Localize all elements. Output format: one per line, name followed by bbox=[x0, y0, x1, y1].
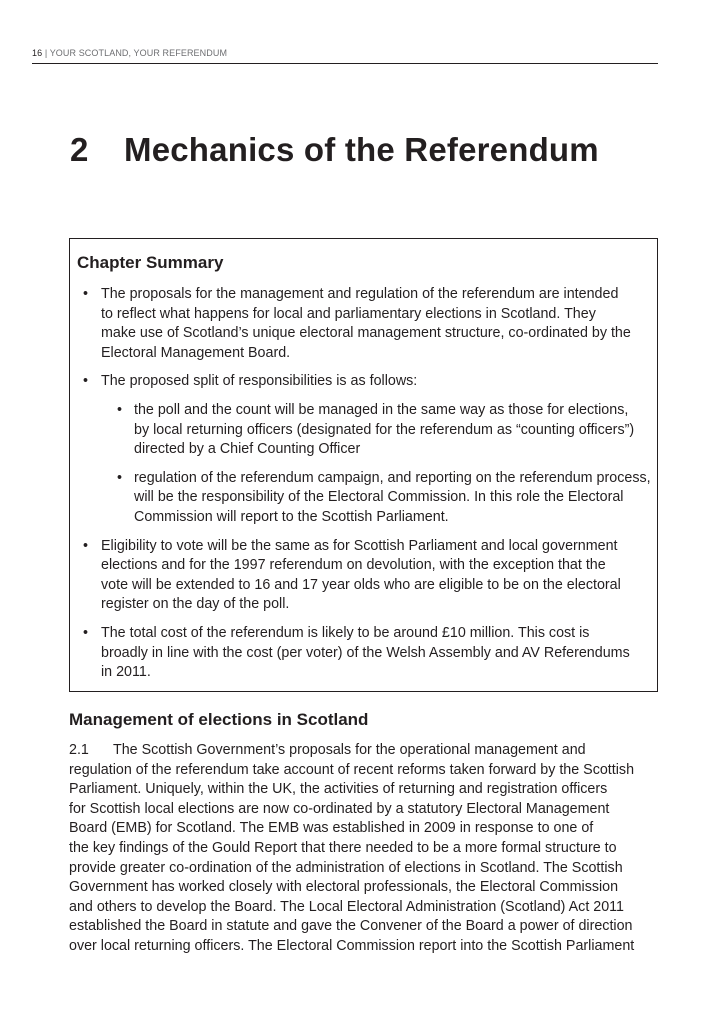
bullet-icon: • bbox=[83, 286, 89, 302]
summary-sub-bullet-item bbox=[101, 401, 657, 460]
text-line-content: regulation of the referendum take account of recent reforms taken forward by the Scottish bbox=[69, 761, 635, 778]
summary-bullet-item bbox=[70, 372, 657, 527]
text-line bbox=[69, 800, 634, 820]
chapter-number: 2 bbox=[70, 131, 89, 168]
section-heading: Management of elections in Scotland bbox=[69, 710, 369, 729]
text-line: register on the day of the poll. bbox=[101, 596, 290, 613]
running-title: YOUR SCOTLAND, YOUR REFERENDUM bbox=[49, 48, 228, 58]
text-line: broadly in line with the cost (per voter) of the Welsh Assembly and AV Referendums bbox=[101, 644, 630, 661]
text-line: elections and for the 1997 referendum on devolution, with the exception that the bbox=[101, 557, 606, 574]
bullet-icon: • bbox=[117, 469, 123, 486]
running-header bbox=[32, 48, 227, 58]
bullet-icon: • bbox=[83, 373, 89, 390]
text-line bbox=[69, 898, 634, 918]
text-line-content: Parliament. Uniquely, within the UK, the activities of returning and registration officers bbox=[69, 781, 608, 798]
text-line: Electoral Management Board. bbox=[101, 344, 291, 361]
text-line bbox=[69, 839, 634, 859]
text-line-content: The Scottish Government’s proposals for the operational management and bbox=[113, 742, 586, 758]
chapter-summary-box bbox=[69, 238, 658, 692]
text-line-content: Government has worked closely with electoral professionals, the Electoral Commission bbox=[69, 879, 619, 896]
text-line-content: and others to develop the Board. The Local Electoral Administration (Scotland) Act 2011 bbox=[69, 898, 625, 915]
summary-sub-bullet-item bbox=[101, 469, 657, 528]
header-separator: | bbox=[42, 48, 50, 58]
text-line-content: the key findings of the Gould Report that there needed to be a more formal structure to bbox=[69, 839, 617, 856]
text-line bbox=[69, 761, 634, 781]
paragraph-2-1 bbox=[69, 741, 634, 957]
text-line: the poll and the count will be managed in the same way as those for elections, bbox=[134, 401, 629, 418]
text-line-content: provide greater co-ordination of the administration of elections in Scotland. The Scottish bbox=[69, 859, 623, 876]
text-line: in 2011. bbox=[101, 664, 151, 681]
text-line bbox=[69, 780, 634, 800]
summary-bullet-item bbox=[70, 537, 657, 615]
text-line: will be the responsibility of the Electoral Commission. In this role the Electoral bbox=[134, 489, 624, 506]
summary-title: Chapter Summary bbox=[77, 253, 224, 272]
summary-list bbox=[70, 285, 657, 692]
text-line bbox=[69, 741, 634, 761]
text-line-content: over local returning officers. The Electoral Commission report into the Scottish Parliament bbox=[69, 937, 635, 954]
chapter-heading bbox=[70, 131, 599, 169]
text-line bbox=[69, 819, 634, 839]
text-line bbox=[69, 937, 634, 957]
text-line: make use of Scotland’s unique electoral management structure, co-ordinated by the bbox=[101, 325, 631, 342]
text-line bbox=[69, 878, 634, 898]
header-rule bbox=[32, 63, 658, 64]
summary-bullet-item bbox=[70, 624, 657, 683]
text-line: The total cost of the referendum is likely to be around £10 million. This cost is bbox=[101, 624, 590, 641]
page-number: 16 bbox=[32, 48, 43, 58]
text-line-content: established the Board in statute and gave the Convener of the Board a power of direction bbox=[69, 918, 633, 935]
text-line: vote will be extended to 16 and 17 year olds who are eligible to be on the electoral bbox=[101, 576, 621, 593]
bullet-icon: • bbox=[83, 537, 89, 554]
text-line-content: for Scottish local elections are now co-ordinated by a statutory Electoral Management bbox=[69, 800, 610, 817]
text-line: regulation of the referendum campaign, and reporting on the referendum process, bbox=[134, 469, 651, 486]
text-line: Commission will report to the Scottish Parliament. bbox=[134, 508, 449, 525]
chapter-title: Mechanics of the Referendum bbox=[124, 131, 599, 168]
text-line-content: Board (EMB) for Scotland. The EMB was established in 2009 in response to one of bbox=[69, 820, 594, 837]
text-line: to reflect what happens for local and parliamentary elections in Scotland. They bbox=[101, 305, 596, 322]
summary-bullet-item bbox=[70, 285, 657, 363]
text-line: directed by a Chief Counting Officer bbox=[134, 441, 361, 458]
text-line: by local returning officers (designated for the referendum as “counting officers”) bbox=[134, 421, 635, 438]
paragraph-number: 2.1 bbox=[69, 742, 89, 758]
text-line bbox=[69, 917, 634, 937]
text-line: The proposals for the management and regulation of the referendum are intended bbox=[101, 286, 619, 302]
text-line: The proposed split of responsibilities is as follows: bbox=[101, 373, 418, 390]
bullet-icon: • bbox=[117, 401, 123, 418]
text-line bbox=[69, 859, 634, 879]
text-line: Eligibility to vote will be the same as for Scottish Parliament and local government bbox=[101, 537, 618, 554]
bullet-icon: • bbox=[83, 624, 89, 641]
